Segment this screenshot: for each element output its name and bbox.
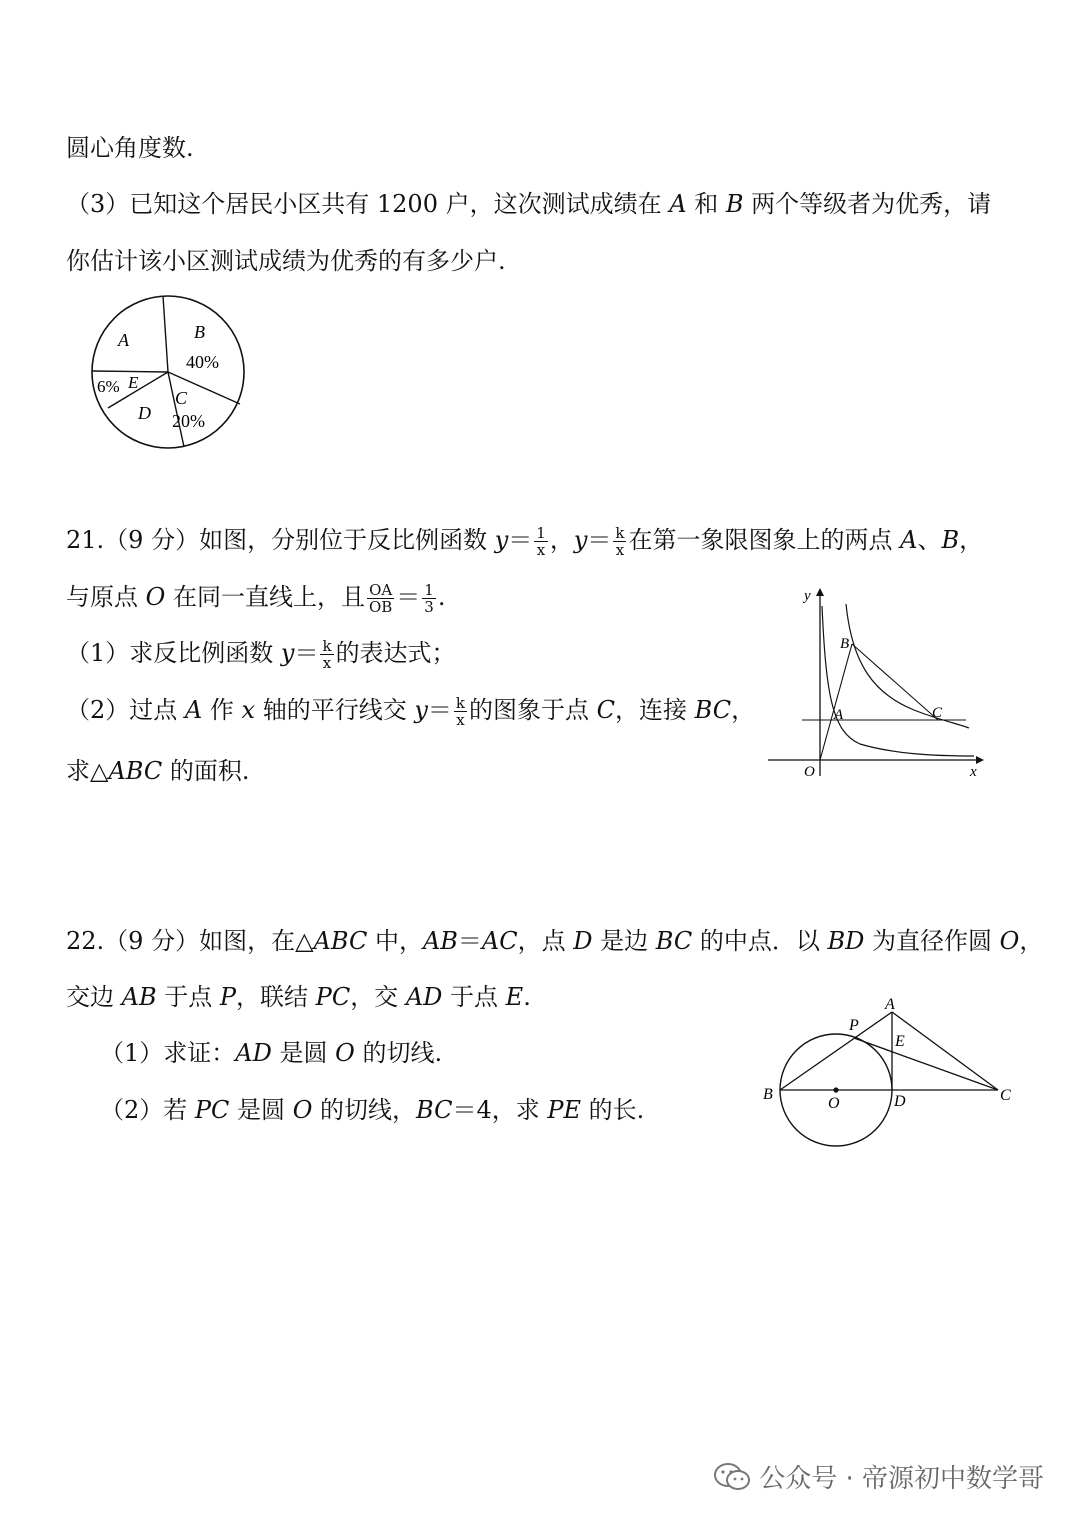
- segment-pc: [854, 1038, 998, 1090]
- q21-part2-line2: 求△ABC 的面积.: [66, 757, 250, 785]
- segment-bc: [852, 644, 938, 720]
- fraction-k-over-x: $\frac{k}{x}$: [615, 524, 625, 559]
- x-axis-label: x: [970, 764, 977, 780]
- center-dot-o: [833, 1087, 838, 1092]
- q20-line-cont: 圆心角度数.: [66, 134, 194, 162]
- q21-function-graph: [764, 584, 986, 784]
- segment-ab: [780, 1012, 892, 1090]
- pie-label-a: A: [118, 330, 129, 350]
- pie-divider-cd: [168, 372, 184, 447]
- label-e: E: [895, 1033, 905, 1050]
- segment-ac: [892, 1012, 998, 1090]
- pie-label-b: B: [194, 322, 205, 342]
- pie-divider-ea: [92, 371, 168, 372]
- pie-label-c: C: [175, 388, 188, 408]
- pie-label-d: D: [138, 403, 151, 423]
- q21-line2: 与原点 O 在同一直线上，且 $\frac{OA}{OB}$ ＝ $\frac{1}{3}$ .: [66, 581, 446, 616]
- q22-part1: （1）求证：AD 是圆 O 的切线.: [100, 1039, 443, 1067]
- pie-pct-b: 40%: [186, 352, 219, 372]
- q22-line2: 交边 AB 于点 P，联结 PC，交 AD 于点 E.: [66, 983, 531, 1011]
- label-p: P: [849, 1017, 859, 1034]
- q20-part3-line2: 你估计该小区测试成绩为优秀的有多少户.: [66, 247, 506, 275]
- pie-pct-c: 20%: [172, 411, 205, 431]
- pie-chart-figure: [88, 294, 250, 454]
- fraction-k-over-x: $\frac{k}{x}$: [322, 637, 332, 672]
- q22-geometry-figure: [758, 994, 1020, 1150]
- q21-head: 21.（9 分）如图，分别位于反比例函数 y＝ $\frac{1}{x}$ ，y＝ $\frac{k}{x}$ 在第一象限图象上的两点 A、B，: [66, 524, 984, 559]
- q21-part1: （1）求反比例函数 y＝ $\frac{k}{x}$ 的表达式；: [66, 637, 456, 672]
- segment-ob: [820, 644, 852, 760]
- fraction-1-over-x: $\frac{1}{x}$: [536, 524, 546, 559]
- fraction-1-over-3: $\frac{1}{3}$: [424, 581, 434, 616]
- wechat-icon: [713, 1462, 751, 1492]
- y-axis-label: y: [804, 588, 811, 604]
- q22-part2: （2）若 PC 是圆 O 的切线，BC＝4，求 PE 的长.: [100, 1096, 645, 1124]
- pie-pct-e: 6%: [97, 377, 120, 396]
- point-a-label: A: [834, 707, 844, 723]
- watermark: [713, 1458, 1044, 1495]
- y-axis-arrow: [816, 588, 824, 596]
- pie-divider-ab: [163, 296, 168, 372]
- watermark-text: 公众号 · 帝源初中数学哥: [759, 1464, 1044, 1494]
- fraction-oa-over-ob: $\frac{OA}{OB}$: [368, 581, 393, 616]
- q22-head: 22.（9 分）如图，在△ABC 中，AB＝AC，点 D 是边 BC 的中点．以 BD 为直径作圆 O，: [66, 927, 1044, 955]
- x-axis-arrow: [976, 756, 984, 764]
- q21-part2: （2）过点 A 作 x 轴的平行线交 y＝ $\frac{k}{x}$ 的图象于点 C，连接 BC，: [66, 694, 756, 729]
- curve-1-over-x: [822, 606, 974, 756]
- pie-label-e: E: [128, 373, 139, 392]
- label-c: C: [1000, 1087, 1011, 1104]
- label-a: A: [885, 996, 895, 1013]
- point-c-label: C: [932, 705, 943, 721]
- label-d: D: [894, 1093, 906, 1110]
- label-o: O: [828, 1095, 840, 1112]
- q20-part3: （3）已知这个居民小区共有 1200 户，这次测试成绩在 A 和 B 两个等级者为优秀，请: [66, 190, 992, 218]
- curve-k-over-x: [846, 604, 969, 728]
- fraction-k-over-x: $\frac{k}{x}$: [455, 694, 465, 729]
- point-b-label: B: [840, 636, 850, 652]
- origin-label: O: [804, 764, 815, 780]
- label-b: B: [763, 1086, 773, 1103]
